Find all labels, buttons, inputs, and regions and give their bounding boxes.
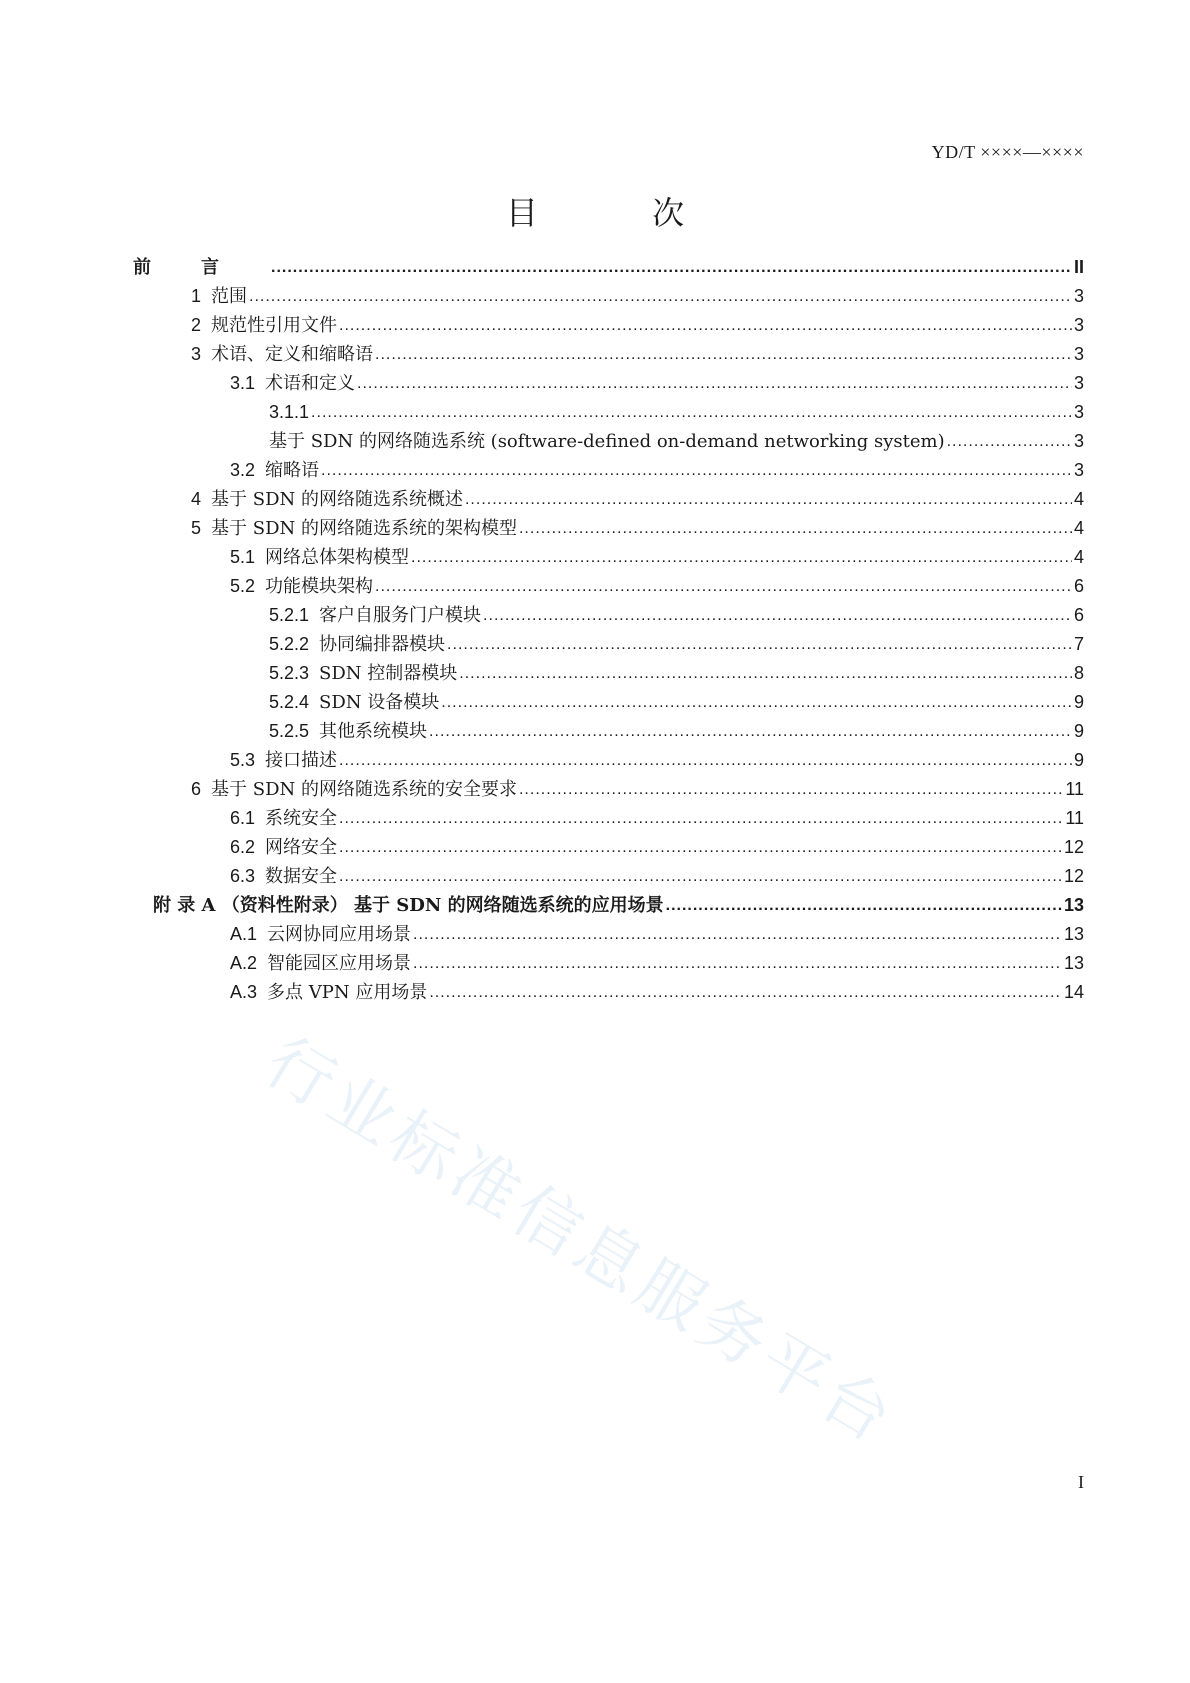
toc-entry-number: 5.3	[230, 750, 256, 770]
toc-entry[interactable]	[269, 629, 1084, 659]
toc-entry-page: 14	[1063, 982, 1084, 1002]
toc-entry[interactable]	[269, 687, 1084, 717]
toc-entry-title: 基于 SDN 的网络随选系统的架构模型	[211, 518, 517, 539]
toc-leader-dots	[271, 253, 1072, 283]
toc-entry[interactable]	[269, 658, 1084, 688]
toc-entry-title: 基于 SDN 的网络随选系统的安全要求	[211, 779, 517, 800]
toc-entry-page: 6	[1073, 605, 1084, 625]
toc-leader-dots	[429, 717, 1072, 747]
toc-entry[interactable]	[191, 513, 1084, 543]
toc-entry-number: 6.2	[230, 837, 256, 857]
toc-leader-dots	[465, 485, 1072, 515]
toc-entry-page: 3	[1073, 315, 1084, 335]
toc-entry-page: 7	[1073, 634, 1084, 654]
toc-entry[interactable]	[230, 745, 1084, 775]
toc-entry-page: 8	[1073, 663, 1084, 683]
toc-entry-page: 13	[1063, 953, 1084, 973]
toc-leader-dots	[311, 398, 1072, 428]
toc-entry-page: 3	[1073, 431, 1084, 451]
toc-leader-dots	[519, 514, 1072, 544]
toc-leader-dots	[339, 862, 1062, 892]
toc-entry-number: 6.3	[230, 866, 256, 886]
toc-entry-page: 12	[1063, 866, 1084, 886]
watermark: 行业标准信息服务平台	[252, 1022, 910, 1460]
toc-entry-number: 6	[191, 779, 202, 799]
toc-entry-number: 3.1	[230, 373, 256, 393]
toc-entry-number: 5.2.1	[269, 605, 310, 625]
toc-entry-title: 其他系统模块	[319, 721, 428, 742]
toc-entry[interactable]	[269, 716, 1084, 746]
toc-leader-dots	[321, 456, 1072, 486]
toc-leader-dots	[375, 340, 1072, 370]
toc-leader-dots	[357, 369, 1072, 399]
toc-entry[interactable]	[230, 977, 1084, 1007]
toc-entry-number: 4	[191, 489, 202, 509]
toc-entry-page: 3	[1073, 460, 1084, 480]
toc-entry-page: 13	[1063, 924, 1084, 944]
toc-entry-title: 数据安全	[265, 866, 338, 887]
toc-entry-number: 5.1	[230, 547, 256, 567]
toc-entry-title: 功能模块架构	[265, 576, 374, 597]
toc-entry-page: 4	[1073, 518, 1084, 538]
toc-entry-title: SDN 设备模块	[319, 692, 440, 713]
page-number: I	[1078, 1472, 1084, 1492]
toc-entry[interactable]	[230, 861, 1084, 891]
toc-entry-title: 术语和定义	[265, 373, 356, 394]
toc-entry-number: A.2	[230, 953, 258, 973]
toc-leader-dots	[413, 920, 1062, 950]
toc-entry-number: 5.2.5	[269, 721, 310, 741]
toc-entry-number: 5.2	[230, 576, 256, 596]
toc-entry[interactable]	[133, 252, 1084, 282]
toc-entry-page: 12	[1063, 837, 1084, 857]
toc-leader-dots	[441, 688, 1072, 718]
toc-entry[interactable]	[230, 542, 1084, 572]
toc-entry-page: II	[1073, 257, 1084, 277]
toc-entry[interactable]	[191, 774, 1084, 804]
toc-entry-title: 客户自服务门户模块	[319, 605, 482, 626]
toc-entry-number: A.3	[230, 982, 258, 1002]
toc-entry[interactable]	[191, 339, 1084, 369]
toc-entry-number: 5.2.2	[269, 634, 310, 654]
toc-entry-number: 3.1.1	[269, 402, 310, 422]
toc-entry-title: 缩略语	[265, 460, 320, 481]
toc-title: 目 次	[505, 194, 737, 232]
toc-entry-page: 13	[1063, 895, 1084, 915]
document-code: YD/T ××××—××××	[931, 142, 1084, 162]
toc-entry[interactable]	[191, 310, 1084, 340]
toc-entry-title: 多点 VPN 应用场景	[267, 982, 428, 1003]
toc-entry-number: 2	[191, 315, 202, 335]
toc-leader-dots	[249, 282, 1072, 312]
toc-entry-title: 规范性引用文件	[211, 315, 338, 336]
toc-entry[interactable]	[269, 600, 1084, 630]
toc-entry-number: 6.1	[230, 808, 256, 828]
toc-entry-page: 3	[1073, 402, 1084, 422]
toc-entry-page: 4	[1073, 489, 1084, 509]
toc-entry-title: 协同编排器模块	[319, 634, 446, 655]
toc-entry-page: 3	[1073, 373, 1084, 393]
toc-entry[interactable]	[191, 484, 1084, 514]
toc-entry-number: A.1	[230, 924, 258, 944]
toc-leader-dots	[447, 630, 1072, 660]
toc-leader-dots	[413, 949, 1062, 979]
toc-entry-number: 3.2	[230, 460, 256, 480]
toc-entry-page: 9	[1073, 721, 1084, 741]
toc-leader-dots	[339, 311, 1072, 341]
toc-entry-title: 术语、定义和缩略语	[211, 344, 374, 365]
toc-leader-dots	[411, 543, 1072, 573]
toc-entry[interactable]	[230, 368, 1084, 398]
toc-entry-title: 系统安全	[265, 808, 338, 829]
toc-entry-title: 前言	[133, 257, 269, 278]
toc-entry-title: 附 录 A （资料性附录） 基于 SDN 的网络随选系统的应用场景	[153, 895, 664, 916]
toc-leader-dots	[666, 891, 1062, 921]
toc-entry-number: 1	[191, 286, 202, 306]
toc-entry[interactable]	[230, 948, 1084, 978]
toc-entry-number: 5	[191, 518, 202, 538]
toc-entry-page: 11	[1065, 779, 1084, 799]
toc-leader-dots	[339, 804, 1063, 834]
toc-leader-dots	[339, 833, 1062, 863]
toc-entry-title: 基于 SDN 的网络随选系统 (software-defined on-demand networking system)	[269, 431, 945, 452]
toc-entry-page: 11	[1065, 808, 1084, 828]
toc-entry[interactable]	[230, 832, 1084, 862]
toc-entry-title: 基于 SDN 的网络随选系统概述	[211, 489, 463, 510]
toc-entry[interactable]	[230, 455, 1084, 485]
toc-entry-title: 智能园区应用场景	[267, 953, 412, 974]
toc-entry-number: 5.2.4	[269, 692, 310, 712]
toc-entry-number: 5.2.3	[269, 663, 310, 683]
toc-entry[interactable]	[269, 397, 1084, 427]
toc-entry-title: 网络安全	[265, 837, 338, 858]
toc-leader-dots	[339, 746, 1072, 776]
toc-entry-title: SDN 控制器模块	[319, 663, 458, 684]
toc-entry[interactable]	[191, 281, 1084, 311]
toc-entry-page: 9	[1073, 692, 1084, 712]
toc-entry[interactable]	[269, 426, 1084, 456]
toc-entry[interactable]	[230, 919, 1084, 949]
toc-entry-page: 3	[1073, 286, 1084, 306]
toc-leader-dots	[947, 427, 1072, 457]
toc-entry-page: 9	[1073, 750, 1084, 770]
toc-leader-dots	[375, 572, 1072, 602]
toc-leader-dots	[429, 978, 1062, 1008]
toc-entry[interactable]	[153, 890, 1084, 920]
toc-entry-page: 4	[1073, 547, 1084, 567]
toc-entry-page: 6	[1073, 576, 1084, 596]
toc-entry[interactable]	[230, 571, 1084, 601]
toc-entry-title: 范围	[211, 286, 248, 307]
toc-entry[interactable]	[230, 803, 1084, 833]
toc-leader-dots	[519, 775, 1063, 805]
toc-entry-page: 3	[1073, 344, 1084, 364]
toc-leader-dots	[483, 601, 1072, 631]
toc-entry-number: 3	[191, 344, 202, 364]
toc-leader-dots	[459, 659, 1072, 689]
toc-entry-title: 云网协同应用场景	[267, 924, 412, 945]
toc-entry-title: 接口描述	[265, 750, 338, 771]
toc-entry-title: 网络总体架构模型	[265, 547, 410, 568]
